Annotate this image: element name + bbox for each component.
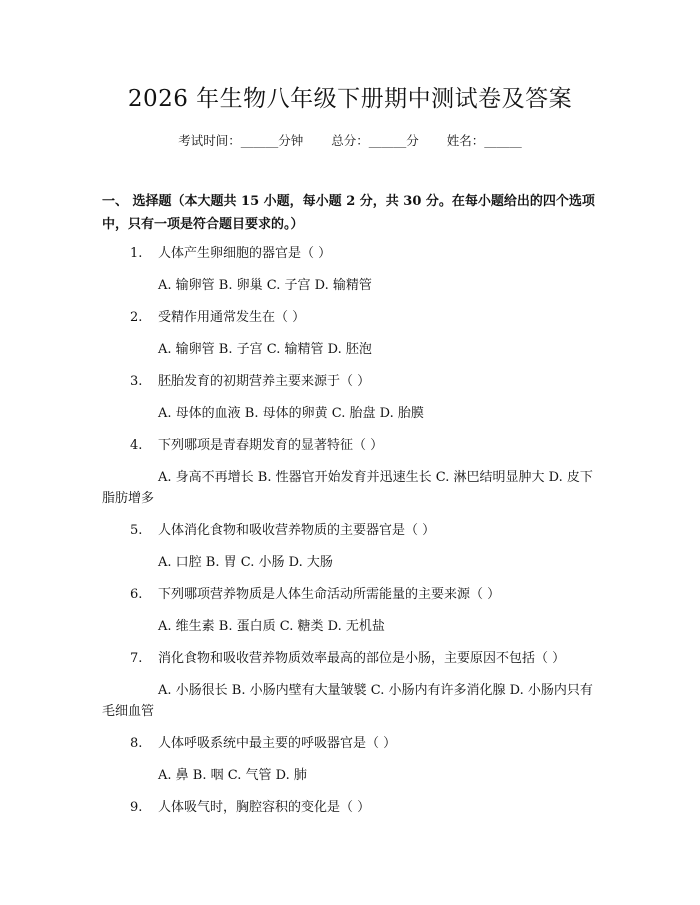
total-score-field: 总分：______分 bbox=[331, 133, 419, 148]
section-heading: 一、 选择题（本大题共 15 小题，每小题 2 分，共 30 分。在每小题给出的四个选项中，只有一项是符合题目要求的。） bbox=[102, 194, 595, 232]
question-2-options: A. 输卵管 B. 子宫 C. 输精管 D. 胚泡 bbox=[158, 342, 372, 357]
question-7 bbox=[102, 648, 602, 669]
exam-time-field: 考试时间：______分钟 bbox=[178, 133, 304, 148]
question-text: 下列哪项是青春期发育的显著特征（ ） bbox=[158, 438, 384, 453]
name-field: 姓名：______ bbox=[446, 133, 522, 148]
question-8 bbox=[102, 733, 602, 754]
question-text: 受精作用通常发生在（ ） bbox=[158, 310, 306, 325]
question-text: 人体吸气时，胸腔容积的变化是（ ） bbox=[158, 800, 371, 815]
question-text: 消化食物和吸收营养物质效率最高的部位是小肠，主要原因不包括（ ） bbox=[158, 651, 566, 666]
exam-info bbox=[0, 131, 700, 149]
question-3 bbox=[102, 371, 602, 392]
question-number: 3. bbox=[130, 374, 143, 389]
question-6 bbox=[102, 584, 602, 605]
question-text: 人体消化食物和吸收营养物质的主要器官是（ ） bbox=[158, 523, 436, 538]
question-8-options: A. 鼻 B. 咽 C. 气管 D. 肺 bbox=[158, 768, 307, 783]
question-5-options: A. 口腔 B. 胃 C. 小肠 D. 大肠 bbox=[158, 555, 333, 570]
question-number: 6. bbox=[130, 587, 143, 602]
question-9 bbox=[102, 797, 602, 818]
question-text: 下列哪项营养物质是人体生命活动所需能量的主要来源（ ） bbox=[158, 587, 501, 602]
question-4 bbox=[102, 435, 602, 456]
question-number: 7. bbox=[130, 651, 143, 666]
question-text: 人体呼吸系统中最主要的呼吸器官是（ ） bbox=[158, 736, 397, 751]
page-title: 2026 年生物八年级下册期中测试卷及答案 bbox=[127, 86, 573, 112]
question-number: 2. bbox=[130, 310, 143, 325]
question-1-options: A. 输卵管 B. 卵巢 C. 子宫 D. 输精管 bbox=[158, 278, 372, 293]
question-text: 人体产生卵细胞的器官是（ ） bbox=[158, 246, 332, 261]
question-6-options: A. 维生素 B. 蛋白质 C. 糖类 D. 无机盐 bbox=[158, 619, 385, 634]
question-number: 5. bbox=[130, 523, 143, 538]
question-number: 8. bbox=[130, 736, 143, 751]
question-3-options: A. 母体的血液 B. 母体的卵黄 C. 胎盘 D. 胎膜 bbox=[158, 406, 424, 421]
question-text: 胚胎发育的初期营养主要来源于（ ） bbox=[158, 374, 371, 389]
question-5 bbox=[102, 520, 602, 541]
question-2 bbox=[102, 307, 602, 328]
question-number: 1. bbox=[130, 246, 143, 261]
question-number: 4. bbox=[130, 438, 143, 453]
question-number: 9. bbox=[130, 800, 143, 815]
question-1 bbox=[102, 243, 602, 264]
question-4-options: A. 身高不再增长 B. 性器官开始发育并迅速生长 C. 淋巴结明显肿大 D. 皮下脂肪增多 bbox=[102, 470, 593, 506]
question-7-options: A. 小肠很长 B. 小肠内壁有大量皱襞 C. 小肠内有许多消化腺 D. 小肠内只有毛细血管 bbox=[102, 683, 593, 719]
